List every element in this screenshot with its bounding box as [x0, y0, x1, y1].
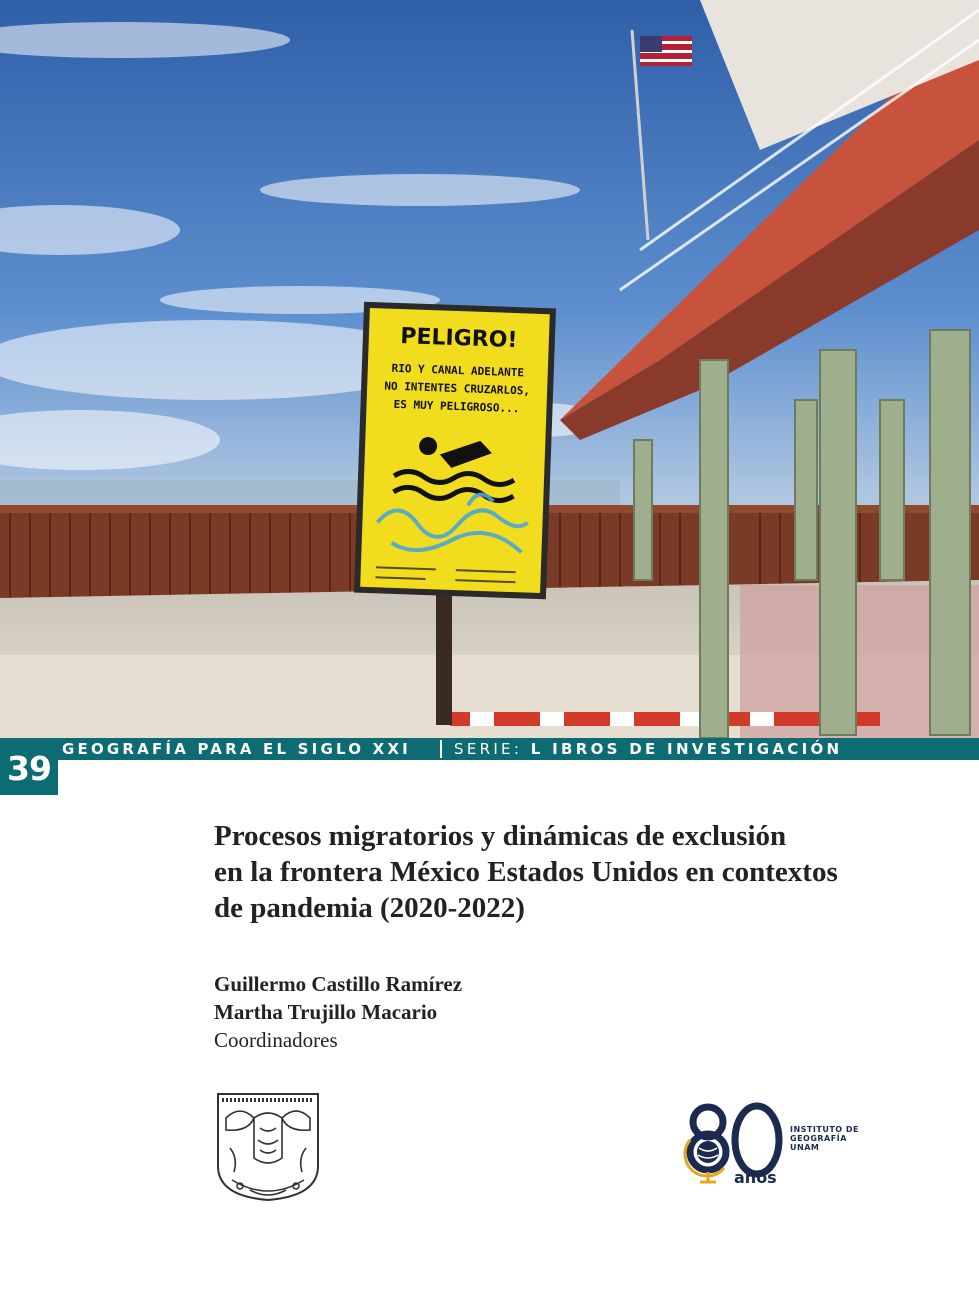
institute-line: UNAM [790, 1143, 820, 1152]
sign-line: RIO Y CANAL ADELANTE [391, 361, 525, 380]
serie-name: L IBROS DE INVESTIGACIÓN [530, 740, 843, 758]
anniversary-word: años [734, 1168, 777, 1187]
sign-headline: PELIGRO! [399, 324, 518, 354]
unam-seal-icon [210, 1088, 326, 1204]
book-title [214, 818, 934, 926]
title-line: en la frontera México Estados Unidos en contextos [214, 856, 838, 888]
editor-name: Guillermo Castillo Ramírez [214, 972, 463, 996]
editors-role: Coordinadores [214, 1028, 338, 1052]
series-number-badge: 39 [0, 738, 58, 795]
warning-sign [357, 305, 553, 596]
institute-line: GEOGRAFÍA [790, 1134, 847, 1143]
serie-label: SERIE: [454, 740, 523, 758]
editor-name: Martha Trujillo Macario [214, 1000, 438, 1024]
sign-line: NO INTENTES CRUZARLOS, [384, 379, 531, 398]
flag [640, 36, 692, 66]
title-line: de pandemia (2020-2022) [214, 892, 525, 924]
editors-block [214, 970, 462, 1054]
institute-name [790, 1125, 859, 1152]
collection-name: GEOGRAFÍA PARA EL SIGLO XXI [62, 740, 411, 758]
sign-line: ES MUY PELIGROSO... [393, 397, 520, 416]
series-label [454, 738, 842, 760]
band-divider [440, 740, 442, 758]
institute-line: INSTITUTO DE [790, 1125, 859, 1134]
title-line: Procesos migratorios y dinámicas de exclusión [214, 820, 787, 852]
